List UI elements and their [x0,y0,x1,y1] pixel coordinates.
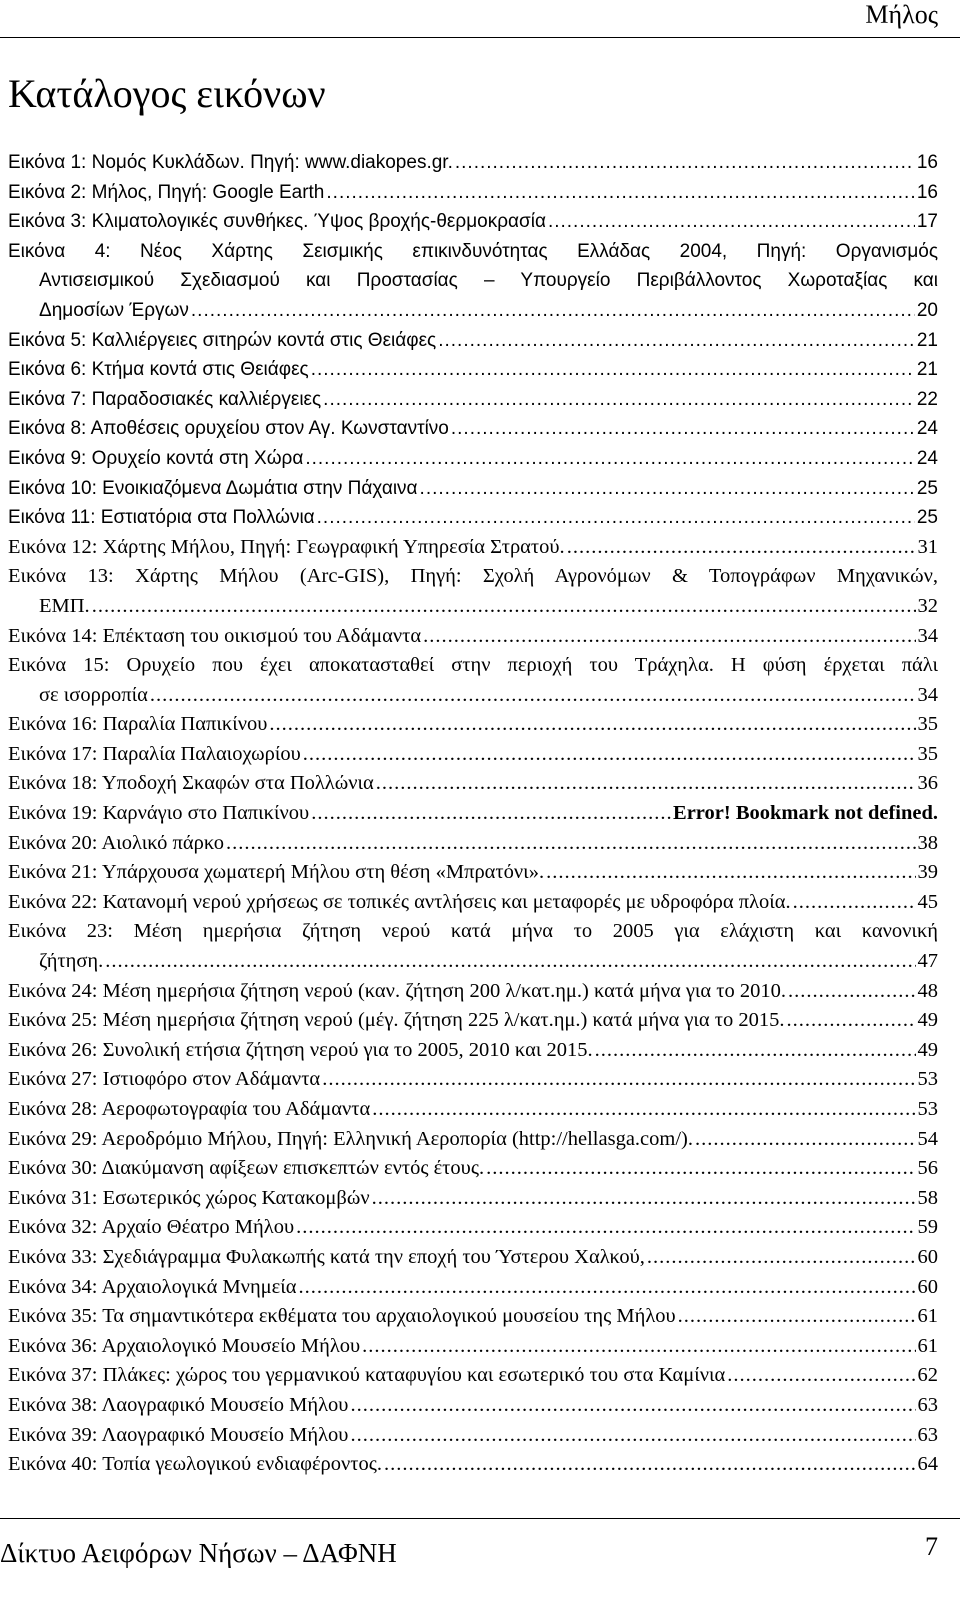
dot-leader [438,326,915,356]
toc-entry-text: Εικόνα 32: Αρχαίο Θέατρο Μήλου [8,1216,295,1239]
toc-entry[interactable] [8,977,938,1007]
toc-entry-text: Εικόνα 27: Ιστιοφόρο στον Αδάμαντα [8,1068,321,1091]
toc-entry-page: 24 [916,418,938,440]
dot-leader [299,1273,916,1303]
toc-entry[interactable] [8,503,938,533]
toc-entry-page: 31 [917,535,938,558]
toc-entry[interactable] [8,178,938,208]
toc-entry-text: Εικόνα 2: Μήλος, Πηγή: Google Earth [8,181,325,203]
dot-leader [423,622,915,652]
toc-entry-text: Εικόνα 19: Καρνάγιο στο Παπικίνου [8,802,310,825]
dot-leader [150,681,916,711]
toc-entry-text: Εικόνα 1: Νομός Κυκλάδων. Πηγή: www.diakopes.gr. [8,152,453,173]
toc-entry[interactable] [8,1421,938,1451]
toc-entry-page: 38 [917,831,938,854]
toc-entry-text: Εικόνα 28: Αεροφωτογραφία του Αδάμαντα [8,1098,371,1120]
dot-leader [546,858,915,888]
toc-entry-text: Εικόνα 34: Αρχαιολογικά Μνημεία [8,1275,297,1298]
toc-entry[interactable] [8,1213,938,1243]
dot-leader [105,947,915,977]
dot-leader [311,355,915,385]
toc-entry-page: 16 [916,152,938,173]
figure-list [8,148,938,1480]
toc-entry[interactable] [8,237,938,326]
dot-leader [793,888,916,918]
dot-leader [303,740,916,770]
dot-leader [727,1361,915,1391]
toc-entry-text: Εικόνα 30: Διακύμανση αφίξεων επισκεπτών εντός έτους. [8,1157,485,1180]
toc-entry-page: 24 [916,447,938,469]
dot-leader [269,710,915,740]
toc-entry-text-line: Εικόνα 23: Μέση ημερήσια ζήτηση νερού κατά μήνα το 2005 για ελάχιστη και κανονική [8,920,938,943]
toc-entry[interactable] [8,385,938,415]
dot-leader [420,474,915,504]
toc-entry-text: Εικόνα 5: Καλλιέργειες σιτηρών κοντά στις Θειάφες [8,329,437,351]
toc-entry-page: 49 [917,1009,938,1032]
toc-entry-text: Εικόνα 24: Μέση ημερήσια ζήτηση νερού (καν. ζήτηση 200 λ/κατ.ημ.) κατά μήνα για το 2010. [8,979,787,1002]
toc-entry[interactable] [8,1243,938,1273]
dot-leader [362,1332,915,1362]
toc-entry-page: 21 [916,359,938,381]
toc-entry-page: 21 [916,329,938,351]
toc-entry[interactable] [8,533,938,563]
toc-entry-text: Εικόνα 39: Λαογραφικό Μουσείο Μήλου [8,1423,349,1446]
dot-leader [384,1450,915,1480]
toc-entry-page: 48 [917,979,938,1002]
toc-entry-page: 32 [917,594,938,617]
toc-entry[interactable] [8,474,938,504]
toc-entry-page: 61 [917,1334,938,1357]
dot-leader [678,1302,916,1332]
toc-entry-page: 17 [916,211,938,233]
dot-leader [548,207,915,237]
toc-entry-text: Εικόνα 29: Αεροδρόμιο Μήλου, Πηγή: Ελληνική Αεροπορία (http://hellasga.com/). [8,1127,693,1150]
toc-entry-page: 58 [917,1186,938,1209]
toc-entry[interactable] [8,326,938,356]
toc-entry[interactable] [8,799,938,829]
dot-leader [647,1243,916,1273]
toc-entry-page: 16 [916,181,938,203]
running-header: Μήλος [865,0,938,29]
footer-rule [0,1518,960,1519]
toc-entry-page: 47 [917,950,938,973]
dot-leader [311,799,671,829]
toc-entry-text: Εικόνα 11: Εστιατόρια στα Πολλώνια [8,507,315,529]
toc-entry-page: 35 [917,742,938,765]
dot-leader [376,769,916,799]
toc-entry-text: σε ισορροπία [39,683,148,706]
toc-entry-text: Εικόνα 22: Κατανομή νερού χρήσεως σε τοπικές αντλήσεις και μεταφορές με υδροφόρα πλοία. [8,890,791,913]
toc-entry[interactable] [8,1361,938,1391]
toc-entry-text: ΕΜΠ. [39,594,90,617]
dot-leader [226,829,916,859]
toc-entry[interactable] [8,562,938,621]
toc-entry[interactable] [8,651,938,710]
dot-leader [567,533,916,563]
dot-leader [787,1006,916,1036]
toc-entry[interactable] [8,1391,938,1421]
dot-leader [317,503,915,533]
toc-entry-page: 56 [917,1157,938,1180]
toc-entry[interactable] [8,355,938,385]
toc-entry[interactable] [8,1184,938,1214]
dot-leader [695,1125,916,1155]
toc-entry-text: Εικόνα 12: Χάρτης Μήλου, Πηγή: Γεωγραφική Υπηρεσία Στρατού. [8,535,565,558]
toc-entry-page: 59 [917,1216,938,1239]
dot-leader [455,148,915,178]
toc-entry[interactable] [8,1450,938,1480]
toc-entry[interactable] [8,1065,938,1095]
toc-entry-page: 63 [917,1423,938,1446]
toc-entry[interactable] [8,888,938,918]
toc-entry-text: Εικόνα 10: Ενοικιαζόμενα Δωμάτια στην Πάχαινα [8,477,418,499]
dot-leader [305,444,915,474]
toc-entry-page: 34 [917,683,938,706]
toc-entry-text: Εικόνα 25: Μέση ημερήσια ζήτηση νερού (μέγ. ζήτηση 225 λ/κατ.ημ.) κατά μήνα για το 2015. [8,1009,785,1032]
toc-entry-page: 25 [916,477,938,499]
toc-entry-page: 54 [917,1127,938,1150]
toc-entry[interactable] [8,444,938,474]
footer-page-number: 7 [925,1532,938,1561]
footer-text: Δίκτυο Αειφόρων Νήσων – ΔΑΦΝΗ [0,1538,397,1568]
toc-entry-page: 36 [917,772,938,795]
toc-entry-text: Εικόνα 18: Υποδοχή Σκαφών στα Πολλώνια [8,772,374,795]
toc-entry[interactable] [8,710,938,740]
dot-leader [326,178,914,208]
dot-leader [191,296,915,326]
toc-entry-text: Εικόνα 31: Εσωτερικός χώρος Κατακομβών [8,1186,370,1209]
toc-entry-text: Εικόνα 36: Αρχαιολογικό Μουσείο Μήλου [8,1334,361,1357]
toc-entry[interactable] [8,829,938,859]
toc-entry-text: Εικόνα 9: Ορυχείο κοντά στη Χώρα [8,447,304,469]
toc-entry-page: 53 [917,1098,938,1120]
toc-entry-page: 64 [917,1453,938,1476]
toc-entry-text: Εικόνα 14: Επέκταση του οικισμού του Αδάμαντα [8,624,422,647]
dot-leader [595,1036,916,1066]
toc-entry-page: 60 [917,1275,938,1298]
toc-entry-text: Εικόνα 37: Πλάκες: χώρος του γερμανικού καταφυγίου και εσωτερικό του στα Καμίνια [8,1364,726,1387]
toc-entry-page: Error! Bookmark not defined. [673,802,938,825]
toc-entry[interactable] [8,858,938,888]
toc-entry-page: 45 [917,890,938,913]
toc-entry[interactable] [8,207,938,237]
toc-entry[interactable] [8,1036,938,1066]
toc-entry-page: 61 [917,1305,938,1328]
toc-entry[interactable] [8,148,938,178]
toc-entry[interactable] [8,1125,938,1155]
toc-entry-page: 22 [916,388,938,410]
toc-entry[interactable] [8,622,938,652]
toc-entry-text: Εικόνα 33: Σχεδιάγραμμα Φυλακωπής κατά την εποχή του Ύστερου Χαλκού, [8,1245,645,1268]
toc-entry-page: 53 [917,1068,938,1091]
toc-entry-text: Εικόνα 21: Υπάρχουσα χωματερή Μήλου στη θέση «Μπρατόνι». [8,861,545,884]
toc-entry-text: Εικόνα 16: Παραλία Παπικίνου [8,713,268,736]
toc-entry-text: Εικόνα 6: Κτήμα κοντά στις Θειάφες [8,359,309,381]
toc-entry-page: 35 [917,713,938,736]
toc-entry-text: Εικόνα 17: Παραλία Παλαιοχωρίου [8,742,301,765]
toc-entry-page: 49 [917,1038,938,1061]
toc-entry-text-line: Εικόνα 15: Ορυχείο που έχει αποκατασταθεί στην περιοχή του Τράχηλα. Η φύση έρχεται πάλι [8,654,938,677]
toc-entry-page: 39 [917,861,938,884]
header-rule [0,37,960,38]
dot-leader [92,592,916,622]
toc-entry[interactable] [8,740,938,770]
toc-title: Κατάλογος εικόνων [8,71,326,116]
toc-entry-page: 62 [917,1364,938,1387]
dot-leader [350,1391,915,1421]
toc-entry-page: 34 [917,624,938,647]
toc-entry-text: Εικόνα 26: Συνολική ετήσια ζήτηση νερού για το 2005, 2010 και 2015. [8,1038,593,1061]
dot-leader [323,385,915,415]
dot-leader [788,977,915,1007]
toc-entry-page: 20 [916,299,938,321]
dot-leader [322,1065,915,1095]
toc-entry[interactable] [8,1332,938,1362]
dot-leader [486,1154,915,1184]
toc-entry[interactable] [8,414,938,444]
toc-entry-page: 63 [917,1393,938,1416]
toc-entry-text-line: Αντισεισμικού Σχεδιασμού και Προστασίας – Υπουργείο Περιβάλλοντος Χωροταξίας και [39,270,938,292]
toc-entry[interactable] [8,769,938,799]
toc-entry-text: Εικόνα 40: Τοπία γεωλογικού ενδιαφέροντος. [8,1453,383,1476]
toc-entry[interactable] [8,1006,938,1036]
toc-entry-text: ζήτηση. [39,950,104,973]
dot-leader [372,1184,916,1214]
toc-entry-page: 25 [916,507,938,529]
toc-entry-text-line: Εικόνα 4: Νέος Χάρτης Σεισμικής επικινδυνότητας Ελλάδας 2004, Πηγή: Οργανισμός [8,240,938,262]
toc-entry-text: Εικόνα 8: Αποθέσεις ορυχείου στον Αγ. Κωνσταντίνο [8,418,449,440]
toc-entry[interactable] [8,917,938,976]
toc-entry[interactable] [8,1273,938,1303]
toc-entry-text: Εικόνα 3: Κλιματολογικές συνθήκες. Ύψος βροχής-θερμοκρασία [8,211,546,233]
toc-entry-text: Δημοσίων Έργων [39,299,189,321]
toc-entry-text: Εικόνα 35: Τα σημαντικότερα εκθέματα του αρχαιολογικού μουσείου της Μήλου [8,1305,676,1328]
dot-leader [451,414,915,444]
toc-entry-text-line: Εικόνα 13: Χάρτης Μήλου (Arc-GIS), Πηγή: Σχολή Αγρονόμων & Τοπογράφων Μηχανικών, [8,565,938,588]
dot-leader [296,1213,915,1243]
toc-entry[interactable] [8,1302,938,1332]
toc-entry-page: 60 [917,1245,938,1268]
toc-entry-text: Εικόνα 38: Λαογραφικό Μουσείο Μήλου [8,1393,349,1416]
toc-entry[interactable] [8,1095,938,1125]
dot-leader [372,1095,915,1125]
toc-entry[interactable] [8,1154,938,1184]
toc-entry-text: Εικόνα 20: Αιολικό πάρκο [8,831,224,854]
toc-entry-text: Εικόνα 7: Παραδοσιακές καλλιέργειες [8,388,322,410]
dot-leader [350,1421,915,1451]
